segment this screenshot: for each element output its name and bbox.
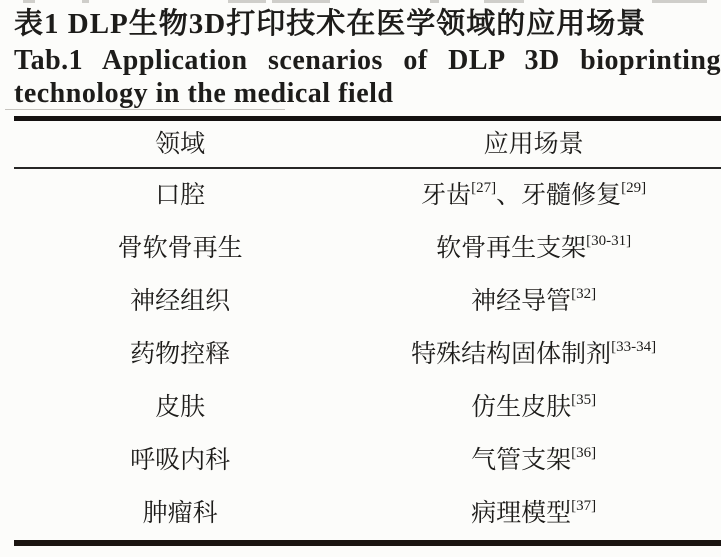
scan-artifact — [430, 0, 439, 3]
scenario-cell — [346, 232, 721, 262]
scenario-text: 特殊结构固体制剂 — [411, 341, 612, 368]
table-title-zh: 表1 DLP生物3D打印技术在医学领域的应用场景 — [14, 8, 647, 40]
application-scenarios-table — [14, 116, 721, 546]
table-row — [14, 487, 721, 540]
scan-artifact — [272, 0, 330, 3]
table-row — [14, 275, 721, 328]
scan-artifact — [484, 0, 524, 3]
table-row — [14, 169, 721, 222]
scenario-cell — [346, 285, 721, 315]
table-row — [14, 381, 721, 434]
scenario-cell — [346, 391, 721, 421]
table-row — [14, 434, 721, 487]
scenario-text: 病理模型 — [471, 500, 572, 527]
scan-artifact — [228, 0, 266, 3]
scenario-text: 软骨再生支架 — [436, 235, 587, 262]
table-row — [14, 222, 721, 275]
scan-artifact — [23, 0, 35, 3]
table-title-en-line1: Tab.1 Application scenarios of DLP 3D bioprinting — [14, 45, 721, 76]
scenario-text: 牙齿 — [421, 182, 472, 209]
citation-ref: [37] — [571, 497, 597, 514]
scenario-cell — [346, 179, 721, 209]
table-header-row — [14, 121, 721, 169]
field-cell: 口腔 — [155, 182, 206, 209]
scenario-text: 、牙髓修复 — [496, 182, 622, 209]
citation-ref: [29] — [621, 179, 647, 196]
scenario-text: 气管支架 — [471, 447, 572, 474]
table-header-scenario: 应用场景 — [483, 130, 584, 158]
citation-ref: [30-31] — [586, 232, 632, 249]
table-body — [14, 169, 721, 540]
scenario-text: 仿生皮肤 — [471, 394, 572, 421]
scan-artifact — [82, 0, 89, 3]
citation-ref: [35] — [571, 391, 597, 408]
field-cell: 呼吸内科 — [130, 447, 231, 474]
scan-artifact — [652, 0, 707, 3]
field-cell: 神经组织 — [130, 288, 231, 315]
table-header-field: 领域 — [155, 130, 206, 158]
table-row — [14, 328, 721, 381]
table-caption — [14, 5, 721, 110]
scenario-cell — [346, 444, 721, 474]
field-cell: 骨软骨再生 — [117, 235, 243, 262]
table-title-en-line2: technology in the medical field — [14, 78, 394, 109]
citation-ref: [33-34] — [611, 338, 657, 355]
scenario-cell — [346, 497, 721, 527]
field-cell: 肿瘤科 — [142, 500, 218, 527]
field-cell: 皮肤 — [155, 394, 206, 421]
citation-ref: [36] — [571, 444, 597, 461]
scenario-text: 神经导管 — [471, 288, 572, 315]
citation-ref: [32] — [571, 285, 597, 302]
citation-ref: [27] — [471, 179, 497, 196]
scenario-cell — [346, 338, 721, 368]
field-cell: 药物控释 — [130, 341, 231, 368]
